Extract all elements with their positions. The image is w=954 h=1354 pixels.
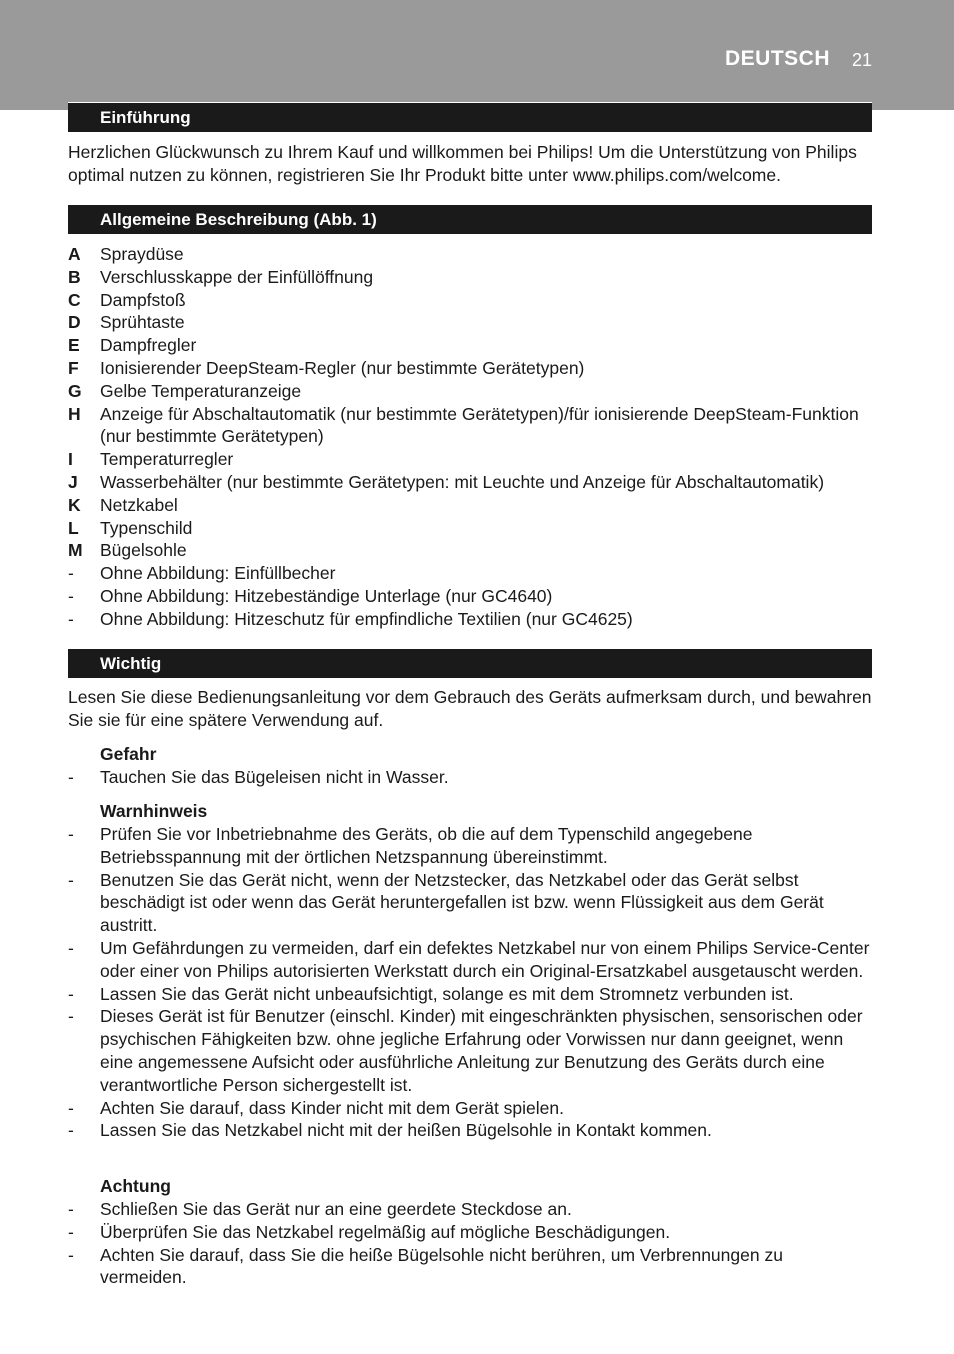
- list-item: [68, 243, 872, 266]
- item-text: Anzeige für Abschaltautomatik (nur bestimmte Gerätetypen)/für ionisierende DeepSteam-Funktion (nur bestimmte Gerätetypen): [100, 403, 859, 447]
- item-text: Um Gefährdungen zu vermeiden, darf ein defektes Netzkabel nur von einem Philips Service-Center oder einer von Philips autorisierten Werkstatt durch ein Original-Ersatzkabel ausgetauscht werden.: [100, 937, 870, 981]
- danger-list: [68, 766, 872, 789]
- item-text: Netzkabel: [100, 494, 178, 515]
- item-text: Überprüfen Sie das Netzkabel regelmäßig auf mögliche Beschädigungen.: [100, 1221, 671, 1242]
- item-key: L: [68, 517, 79, 538]
- item-text: Prüfen Sie vor Inbetriebnahme des Geräts, ob die auf dem Typenschild angegebene Betriebsspannung mit der örtlichen Netzspannung übereinstimmt.: [100, 824, 753, 867]
- item-text: Wasserbehälter (nur bestimmte Gerätetypen: mit Leuchte und Anzeige für Abschaltautomatik): [100, 471, 825, 492]
- subheading-warning: Warnhinweis: [100, 801, 208, 821]
- list-item: - Achten Sie darauf, dass Sie die heiße Bügelsohle nicht berühren, um Verbrennungen zu vermeiden.: [68, 1244, 783, 1288]
- list-item: [68, 517, 872, 540]
- item-text: Bügelsohle: [100, 540, 187, 561]
- list-item: - Um Gefährdungen zu vermeiden, darf ein defektes Netzkabel nur von einem Philips Service-Center oder einer von Philips autorisierten Werkstatt durch ein Original-Ersatzkabel ausgetauscht werden.: [68, 937, 870, 981]
- list-item: - Schließen Sie das Gerät nur an eine geerdete Steckdose an.: [68, 1199, 572, 1219]
- list-item: [68, 539, 872, 562]
- list-item: [68, 289, 872, 312]
- list-item: [68, 471, 872, 494]
- list-item: - Benutzen Sie das Gerät nicht, wenn der Netzstecker, das Netzkabel oder das Gerät selbst beschädigt ist oder wenn das Gerät heruntergefallen ist bzw. wenn Flüssigkeit aus dem Gerät austritt.: [68, 869, 824, 936]
- section-heading-description: Allgemeine Beschreibung (Abb. 1): [68, 205, 872, 234]
- subheading-danger: Gefahr: [100, 744, 157, 764]
- list-item: - Lassen Sie das Gerät nicht unbeaufsichtigt, solange es mit dem Stromnetz verbunden ist.: [68, 983, 794, 1004]
- parts-list: [68, 243, 872, 631]
- item-key: G: [68, 380, 82, 401]
- item-text: Ohne Abbildung: Hitzeschutz für empfindliche Textilien (nur GC4625): [100, 608, 633, 629]
- item-text: Ohne Abbildung: Einfüllbecher: [100, 563, 336, 584]
- list-item: [68, 266, 872, 289]
- important-paragraph: Lesen Sie diese Bedienungsanleitung vor dem Gebrauch des Geräts aufmerksam durch, und bewahren Sie sie für eine spätere Verwendung auf.: [68, 687, 872, 730]
- list-item: - Achten Sie darauf, dass Kinder nicht mit dem Gerät spielen.: [68, 1097, 564, 1118]
- item-text: Gelbe Temperaturanzeige: [100, 380, 302, 401]
- item-text: Schließen Sie das Gerät nur an eine geerdete Steckdose an.: [100, 1199, 572, 1219]
- item-key: A: [68, 244, 81, 264]
- item-key: I: [68, 449, 73, 470]
- item-key: H: [68, 403, 81, 424]
- intro-paragraph: Herzlichen Glückwunsch zu Ihrem Kauf und willkommen bei Philips! Um die Unterstützung von Philips optimal nutzen zu können, registrieren Sie Ihr Produkt bitte unter www.philips.com/welcome.: [68, 142, 857, 185]
- item-text: Achten Sie darauf, dass Sie die heiße Bügelsohle nicht berühren, um Verbrennungen zu vermeiden.: [100, 1244, 783, 1288]
- item-text: Benutzen Sie das Gerät nicht, wenn der Netzstecker, das Netzkabel oder das Gerät selbst beschädigt ist oder wenn das Gerät heruntergefallen ist bzw. wenn Flüssigkeit aus dem Gerät austritt.: [100, 869, 824, 936]
- list-item: [68, 334, 872, 357]
- language-label: DEUTSCH: [724, 47, 830, 70]
- list-item: [68, 311, 872, 334]
- item-text: Sprühtaste: [100, 312, 185, 333]
- item-key: K: [68, 494, 81, 515]
- section-heading-intro: Einführung: [68, 102, 872, 132]
- item-text: Achten Sie darauf, dass Kinder nicht mit dem Gerät spielen.: [100, 1097, 564, 1118]
- list-item: [68, 403, 872, 449]
- subheading-caution: Achtung: [100, 1176, 171, 1196]
- list-item: - Prüfen Sie vor Inbetriebnahme des Geräts, ob die auf dem Typenschild angegebene Betriebsspannung mit der örtlichen Netzspannung übereinstimmt.: [68, 824, 753, 867]
- item-text: Lassen Sie das Netzkabel nicht mit der heißen Bügelsohle in Kontakt kommen.: [100, 1120, 712, 1141]
- item-key: J: [68, 471, 78, 492]
- item-text: Temperaturregler: [100, 449, 234, 470]
- page-number: 21: [851, 50, 872, 70]
- list-item: [68, 448, 872, 471]
- list-item: - Ohne Abbildung: Hitzebeständige Unterlage (nur GC4640): [68, 585, 553, 606]
- caution-list: [68, 1198, 872, 1289]
- list-item: [68, 357, 872, 380]
- list-item: - Ohne Abbildung: Hitzeschutz für empfindliche Textilien (nur GC4625): [68, 608, 633, 629]
- item-text: Typenschild: [100, 517, 193, 538]
- item-key: D: [68, 312, 81, 333]
- item-text: Tauchen Sie das Bügeleisen nicht in Wasser.: [100, 767, 449, 787]
- item-text: Ionisierender DeepSteam-Regler (nur bestimmte Gerätetypen): [100, 357, 585, 378]
- warning-list: [68, 823, 872, 1142]
- item-text: Verschlusskappe der Einfüllöffnung: [100, 266, 374, 287]
- item-text: Dampfstoß: [100, 289, 186, 310]
- list-item: - Überprüfen Sie das Netzkabel regelmäßig auf mögliche Beschädigungen.: [68, 1221, 671, 1242]
- item-key: E: [68, 335, 80, 356]
- section-heading-important: Wichtig: [68, 649, 872, 678]
- item-key: C: [68, 289, 81, 310]
- item-key: B: [68, 266, 81, 287]
- item-text: Dampfregler: [100, 335, 197, 356]
- list-item: - Lassen Sie das Netzkabel nicht mit der heißen Bügelsohle in Kontakt kommen.: [68, 1120, 712, 1141]
- item-text: Dieses Gerät ist für Benutzer (einschl. Kinder) mit eingeschränkten physischen, sensorischen oder psychischen Fähigkeiten bzw. ohne jegliche Erfahrung oder Vorwissen nur dann geeignet, wenn eine angemessene Aufsicht oder ausführliche Anleitung zur Benutzung des Geräts durch eine verantwortliche Person sichergestellt ist.: [100, 1006, 863, 1095]
- list-item: [68, 494, 872, 517]
- list-item: - Dieses Gerät ist für Benutzer (einschl. Kinder) mit eingeschränkten physischen, sensorischen oder psychischen Fähigkeiten bzw. ohne jegliche Erfahrung oder Vorwissen nur dann geeignet, wenn eine angemessene Aufsicht oder ausführliche Anleitung zur Benutzung des Geräts durch eine verantwortliche Person sichergestellt ist.: [68, 1006, 863, 1095]
- list-item: - Ohne Abbildung: Einfüllbecher: [68, 563, 336, 584]
- item-text: Spraydüse: [100, 244, 184, 264]
- item-text: Lassen Sie das Gerät nicht unbeaufsichtigt, solange es mit dem Stromnetz verbunden ist.: [100, 983, 794, 1004]
- page-header-band: [0, 0, 954, 110]
- item-key: F: [68, 357, 79, 378]
- item-text: Ohne Abbildung: Hitzebeständige Unterlage (nur GC4640): [100, 585, 553, 606]
- item-key: M: [68, 540, 83, 561]
- list-item: - Tauchen Sie das Bügeleisen nicht in Wasser.: [68, 767, 449, 787]
- list-item: [68, 380, 872, 403]
